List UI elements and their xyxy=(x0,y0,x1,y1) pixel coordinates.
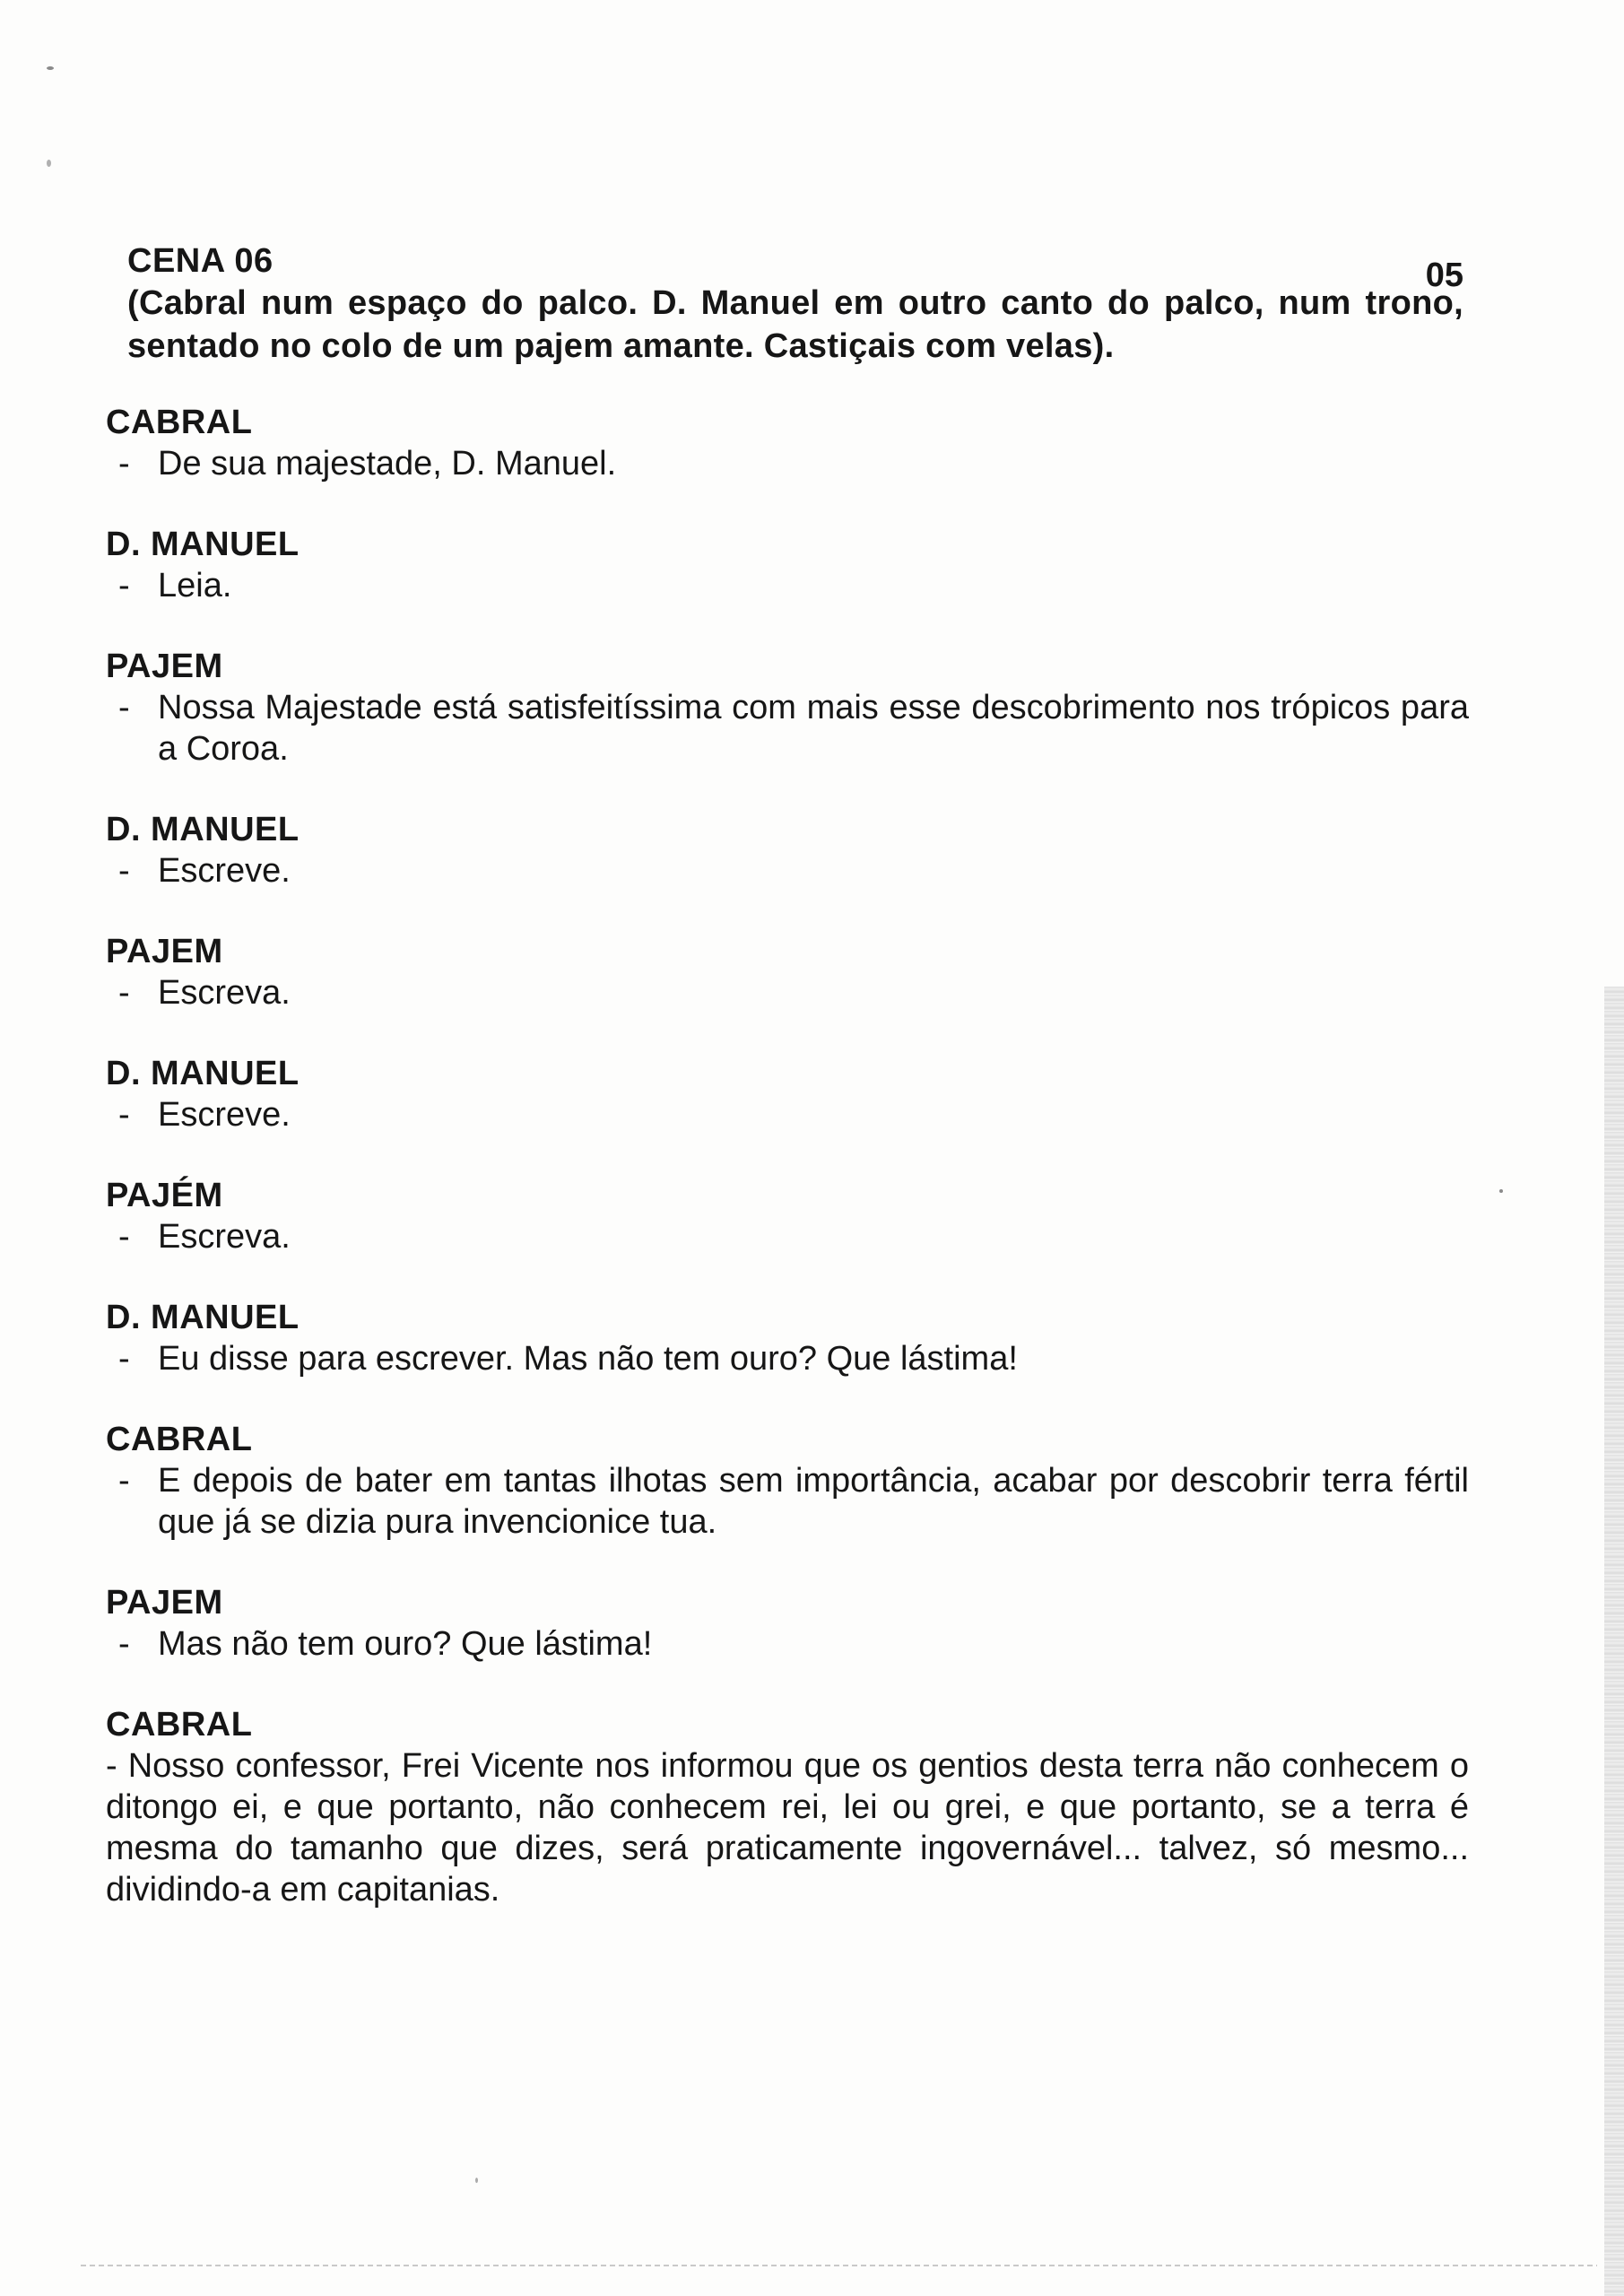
speaker-name: PAJEM xyxy=(106,933,223,970)
line-text: Nossa Majestade está satisfeitíssima com mais esse descobrimento nos trópicos para a Coroa. xyxy=(158,689,1469,768)
dialogue-entry xyxy=(106,1582,1469,1665)
line-text: Eu disse para escrever. Mas não tem ouro? Que lástima! xyxy=(158,1340,1018,1378)
dialogue-entry xyxy=(106,524,1469,606)
line-dash: - xyxy=(118,1096,130,1134)
dialogue-line xyxy=(106,565,1469,606)
line-text: Escreve. xyxy=(158,1096,291,1134)
line-text: Escreve. xyxy=(158,852,291,890)
speaker-name: PAJÉM xyxy=(106,1177,223,1214)
line-dash: - xyxy=(118,445,130,483)
speaker-name: CABRAL xyxy=(106,404,253,441)
speaker-name: PAJEM xyxy=(106,1584,223,1622)
dialogue-entry xyxy=(106,809,1469,891)
line-dash: - xyxy=(118,852,130,890)
line-text: Escreva. xyxy=(158,974,291,1012)
scene-title: CENA 06 xyxy=(127,242,274,280)
dialogue-line xyxy=(106,1338,1469,1379)
dialogue-entry xyxy=(106,646,1469,770)
scene-header xyxy=(127,240,1463,368)
line-dash: - xyxy=(118,1625,130,1663)
dialogue-line xyxy=(106,972,1469,1013)
dialogue-line xyxy=(106,443,1469,484)
line-text: Leia. xyxy=(158,567,232,604)
scan-speck xyxy=(47,160,51,167)
dialogue-line xyxy=(106,687,1469,770)
scan-speck xyxy=(1499,1189,1503,1193)
speaker-name: D. MANUEL xyxy=(106,1299,300,1336)
speaker-name: CABRAL xyxy=(106,1421,253,1458)
dialogue-entry xyxy=(106,1297,1469,1379)
stage-direction: (Cabral num espaço do palco. D. Manuel em outro canto do palco, num trono, sentado no colo de um pajem amante. Castiçais com velas). xyxy=(127,284,1463,365)
line-text: Mas não tem ouro? Que lástima! xyxy=(158,1625,653,1663)
speaker-name: CABRAL xyxy=(106,1706,253,1744)
dialogue-line xyxy=(106,1623,1469,1665)
dialogue-entry xyxy=(106,1419,1469,1543)
dialogue-line: - Nosso confessor, Frei Vicente nos informou que os gentios desta terra não conhecem o ditongo ei, e que portanto, não conhecem rei, lei ou grei, e que portanto, se a terra é mesma do tamanho que dizes, será praticamente ingovernável... talvez, só mesmo... dividindo-a em capitanias. xyxy=(106,1747,1469,1909)
dialogue-entry xyxy=(106,1175,1469,1257)
scan-speck xyxy=(475,2178,478,2183)
dialogue-line xyxy=(106,1460,1469,1543)
line-dash: - xyxy=(118,567,130,604)
scan-edge-shadow xyxy=(1604,987,1624,2296)
dialogue-line xyxy=(106,1216,1469,1257)
dialogue-entry xyxy=(106,1053,1469,1135)
page-number: 05 xyxy=(1425,257,1463,294)
dialogue-line xyxy=(106,850,1469,891)
line-text: De sua majestade, D. Manuel. xyxy=(158,445,617,483)
line-dash: - xyxy=(118,689,130,726)
line-text: E depois de bater em tantas ilhotas sem importância, acabar por descobrir terra fértil que já se dizia pura invencionice tua. xyxy=(158,1462,1469,1541)
dialogue-entry xyxy=(106,1704,1469,1910)
line-dash: - xyxy=(118,974,130,1012)
line-text: Escreva. xyxy=(158,1218,291,1256)
dialogue-entry xyxy=(106,931,1469,1013)
dialogue-list xyxy=(106,402,1469,1950)
speaker-name: D. MANUEL xyxy=(106,1055,300,1092)
scan-speck xyxy=(47,66,54,70)
speaker-name: D. MANUEL xyxy=(106,811,300,848)
scan-bottom-edge xyxy=(81,2265,1597,2266)
speaker-name: D. MANUEL xyxy=(106,526,300,563)
dialogue-line xyxy=(106,1094,1469,1135)
line-dash: - xyxy=(118,1340,130,1378)
line-dash: - xyxy=(118,1462,130,1500)
speaker-name: PAJEM xyxy=(106,648,223,685)
dialogue-entry xyxy=(106,402,1469,484)
line-dash: - xyxy=(118,1218,130,1256)
